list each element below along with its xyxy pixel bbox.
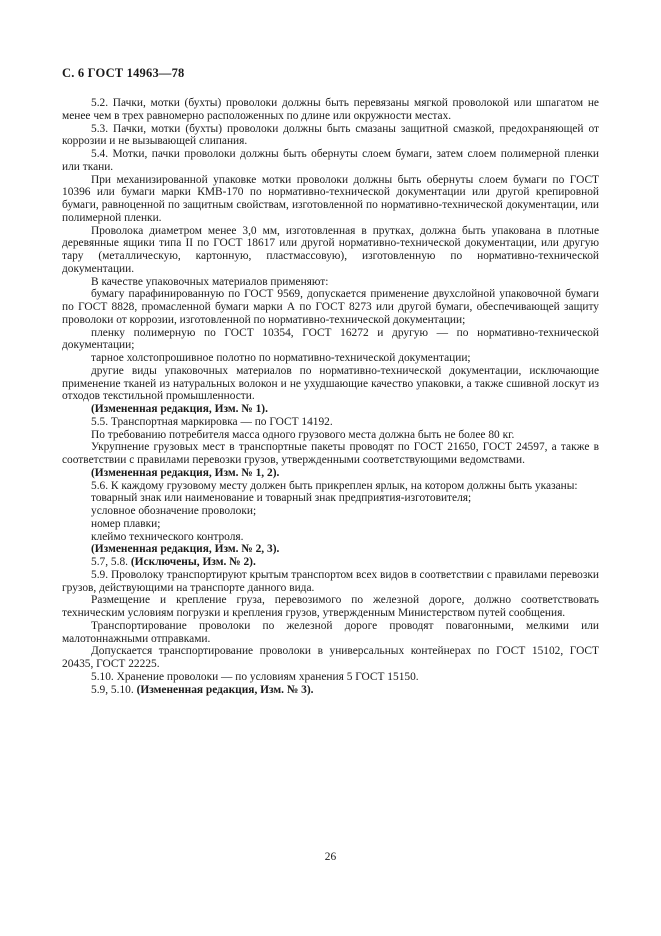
- paragraph: [62, 352, 599, 365]
- paragraph: [62, 671, 599, 684]
- paragraph-text: 5.2. Пачки, мотки (бухты) проволоки должны быть перевязаны мягкой проволокой или шпагатом не менее чем в трех равномерно расположенных по длине или окружности местах.: [62, 97, 599, 122]
- paragraph: [62, 123, 599, 149]
- paragraph: [62, 148, 599, 174]
- paragraph: [62, 327, 599, 353]
- paragraph-text: Укрупнение грузовых мест в транспортные пакеты проводят по ГОСТ 21650, ГОСТ 24597, а также в соответствии с правилами перевозки грузов, утвержденными соответствующими ведомствами.: [62, 441, 599, 466]
- paragraph-text: товарный знак или наименование и товарный знак предприятия-изготовителя;: [91, 492, 472, 505]
- paragraph-text: Размещение и крепление груза, перевозимого по железной дороге, должно соответствовать техническим условиям погрузки и крепления грузов, утвержденным Министерством путей сообщения.: [62, 594, 599, 619]
- paragraph: [62, 594, 599, 620]
- page-number: 26: [324, 851, 337, 863]
- paragraph-text: 5.9. Проволоку транспортируют крытым транспортом всех видов в соответствии с правилами перевозки грузов, действующими на транспорте данного вида.: [62, 568, 599, 594]
- amendment-note: (Измененная редакция, Изм. № 2, 3).: [91, 543, 280, 556]
- paragraph: [62, 365, 599, 403]
- paragraph-text: В качестве упаковочных материалов применяют:: [91, 275, 329, 288]
- paragraph-text: По требованию потребителя масса одного грузового места должна быть не более 80 кг.: [91, 428, 515, 441]
- paragraph-text: 5.10. Хранение проволоки — по условиям хранения 5 ГОСТ 15150.: [91, 670, 419, 683]
- paragraph: [62, 556, 599, 569]
- paragraph: [62, 288, 599, 326]
- paragraph-text: При механизированной упаковке мотки проволоки должны быть обернуты слоем бумаги по ГОСТ 10396 или бумаги марки КМВ-170 по нормативно-технической документации или другой крепировной бумаги, равноценной по защитным свойствам, изготовленной по нормативно-технической документации, или полимерной пленки.: [62, 173, 599, 224]
- paragraph: [62, 276, 599, 289]
- paragraph: [62, 543, 599, 556]
- paragraph: [62, 441, 599, 467]
- amendment-note: (Измененная редакция, Изм. № 3).: [136, 683, 314, 696]
- paragraph: [62, 569, 599, 595]
- paragraph: [62, 531, 599, 544]
- paragraph-text: пленку полимерную по ГОСТ 10354, ГОСТ 16272 и другую — по нормативно-технической документации;: [62, 326, 599, 352]
- paragraph-text: другие виды упаковочных материалов по нормативно-технической документации, исключающие применение тканей из натуральных волокон и не ухудшающие качество упаковки, а также сшивной лоскут из отходов текстильной промышленности.: [62, 364, 599, 403]
- paragraph-text: условное обозначение проволоки;: [91, 505, 257, 517]
- paragraph-text: 5.3. Пачки, мотки (бухты) проволоки должны быть смазаны защитной смазкой, предохраняющей от коррозии и не вызывающей слипания.: [62, 122, 599, 148]
- paragraph: [62, 467, 599, 480]
- paragraph: [62, 518, 599, 531]
- document-body: [62, 97, 599, 696]
- paragraph-text: 5.6. К каждому грузовому месту должен быть прикреплен ярлык, на котором должны быть указаны:: [91, 479, 578, 492]
- paragraph: [62, 429, 599, 442]
- amendment-note: (Измененная редакция, Изм. № 1).: [91, 403, 268, 415]
- paragraph: [62, 684, 599, 697]
- paragraph-text: Допускается транспортирование проволоки в универсальных контейнерах по ГОСТ 15102, ГОСТ 20435, ГОСТ 22225.: [62, 645, 599, 670]
- amendment-note: (Исключены, Изм. № 2).: [130, 556, 256, 568]
- paragraph: [62, 416, 599, 429]
- paragraph-text: 5.4. Мотки, пачки проволоки должны быть обернуты слоем бумаги, затем слоем полимерной пленки или ткани.: [62, 148, 599, 173]
- page-header: С. 6 ГОСТ 14963—78: [62, 66, 185, 80]
- paragraph-text: 5.9, 5.10.: [91, 683, 137, 696]
- paragraph-text: Транспортирование проволоки по железной дороге проводят повагонными, мелкими или малотоннажными отправками.: [62, 619, 599, 645]
- paragraph: [62, 620, 599, 646]
- paragraph: [62, 645, 599, 671]
- paragraph: [62, 225, 599, 276]
- paragraph: [62, 174, 599, 225]
- paragraph: [62, 505, 599, 518]
- paragraph: [62, 492, 599, 505]
- paragraph-text: бумагу парафинированную по ГОСТ 9569, допускается применение двухслойной упаковочной бумаги по ГОСТ 8828, промасленной бумаги марки А по ГОСТ 8273 или другой бумаги, обеспечивающей защиту проволоки от коррозии, изготовленной по нормативно-технической документации;: [62, 288, 599, 326]
- paragraph-text: номер плавки;: [91, 517, 161, 530]
- paragraph: [62, 480, 599, 493]
- paragraph-text: 5.5. Транспортная маркировка — по ГОСТ 14192.: [91, 415, 333, 428]
- paragraph-text: клеймо технического контроля.: [91, 530, 244, 543]
- paragraph: [62, 97, 599, 123]
- paragraph-text: тарное холстопрошивное полотно по нормативно-технической документации;: [91, 352, 471, 364]
- amendment-note: (Измененная редакция, Изм. № 1, 2).: [91, 466, 280, 479]
- paragraph-text: Проволока диаметром менее 3,0 мм, изготовленная в прутках, должна быть упакована в плотные деревянные ящики типа II по ГОСТ 18617 или другой нормативно-технической документации, или другую тару (металлическую, картонную, пластмассовую), изготовленную по нормативно-технической документации.: [62, 224, 599, 275]
- paragraph-text: 5.7, 5.8.: [91, 556, 131, 568]
- paragraph: [62, 403, 599, 416]
